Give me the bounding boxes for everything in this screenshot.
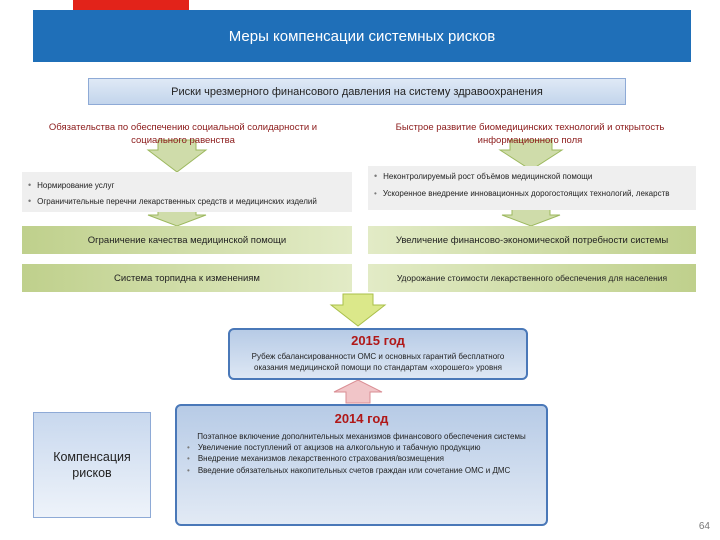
list-item: • Введение обязательных накопительных счетов граждан или сочетание ОМС и ДМС [187,465,511,475]
right-bullet-1: Неконтролируемый рост объёмов медицинской помощи [383,171,593,181]
right-box-cost: Удорожание стоимости лекарственного обеспечения для населения [368,264,696,292]
risk-banner: Риски чрезмерного финансового давления на систему здравоохранения [88,78,626,105]
right-box-demand: Увеличение финансово-экономической потребности системы [368,226,696,254]
year-2015-box [228,328,528,380]
year-2014-bullet-3: Введение обязательных накопительных счетов граждан или сочетание ОМС и ДМС [197,465,511,475]
left-box-quality: Ограничение качества медицинской помощи [22,226,352,254]
list-item: • Увеличение поступлений от акцизов на алкогольную и табачную продукцию [187,442,481,452]
year-2014-bullet-2: Внедрение механизмов лекарственного страхования/возмещения [197,454,445,463]
page-title: Меры компенсации системных рисков [33,10,691,62]
year-2014-bullet-1: Увеличение поступлений от акцизов на алкогольную и табачную продукцию [197,442,481,452]
right-column-heading: Быстрое развитие биомедицинских технологий и открытость информационного поля [395,122,665,146]
left-bullet-1: Нормирование услуг [37,180,115,190]
list-item: • Неконтролируемый рост объёмов медицинской помощи [374,171,593,181]
list-item: • Ограничительные перечни лекарственных средств и медицинских изделий [28,196,317,206]
left-column-heading: Обязательства по обеспечению социальной солидарности и социального равенства [48,122,318,146]
down-arrow-center [331,294,385,326]
left-bullets-box [22,172,352,212]
left-bullet-2: Ограничительные перечни лекарственных средств и медицинских изделий [37,196,317,206]
year-2014-intro: Поэтапное включение дополнительных механизмов финансового обеспечения системы [197,432,526,441]
compensation-box: Компенсация рисков [33,412,151,518]
right-bullets-box [368,166,696,210]
list-item: • Ускоренное внедрение инновационных дорогостоящих технологий, лекарств [374,189,670,198]
list-item: • Нормирование услуг [28,180,115,190]
page-number: 64 [698,521,710,532]
right-bullet-2: Ускоренное внедрение инновационных дорогостоящих технологий, лекарств [382,189,670,198]
year-2014-box [175,404,548,526]
year-2015-text: Рубеж сбалансированности ОМС и основных гарантий бесплатного оказания медицинской помощи по стандартам «хорошего» уровня [251,352,505,372]
up-arrow-2014-2015 [334,380,382,403]
left-box-torpid: Система торпидна к изменениям [22,264,352,292]
list-item: • Внедрение механизмов лекарственного страхования/возмещения [187,454,445,463]
year-2015-label: 2015 год [351,333,405,348]
year-2014-label: 2014 год [334,411,389,426]
